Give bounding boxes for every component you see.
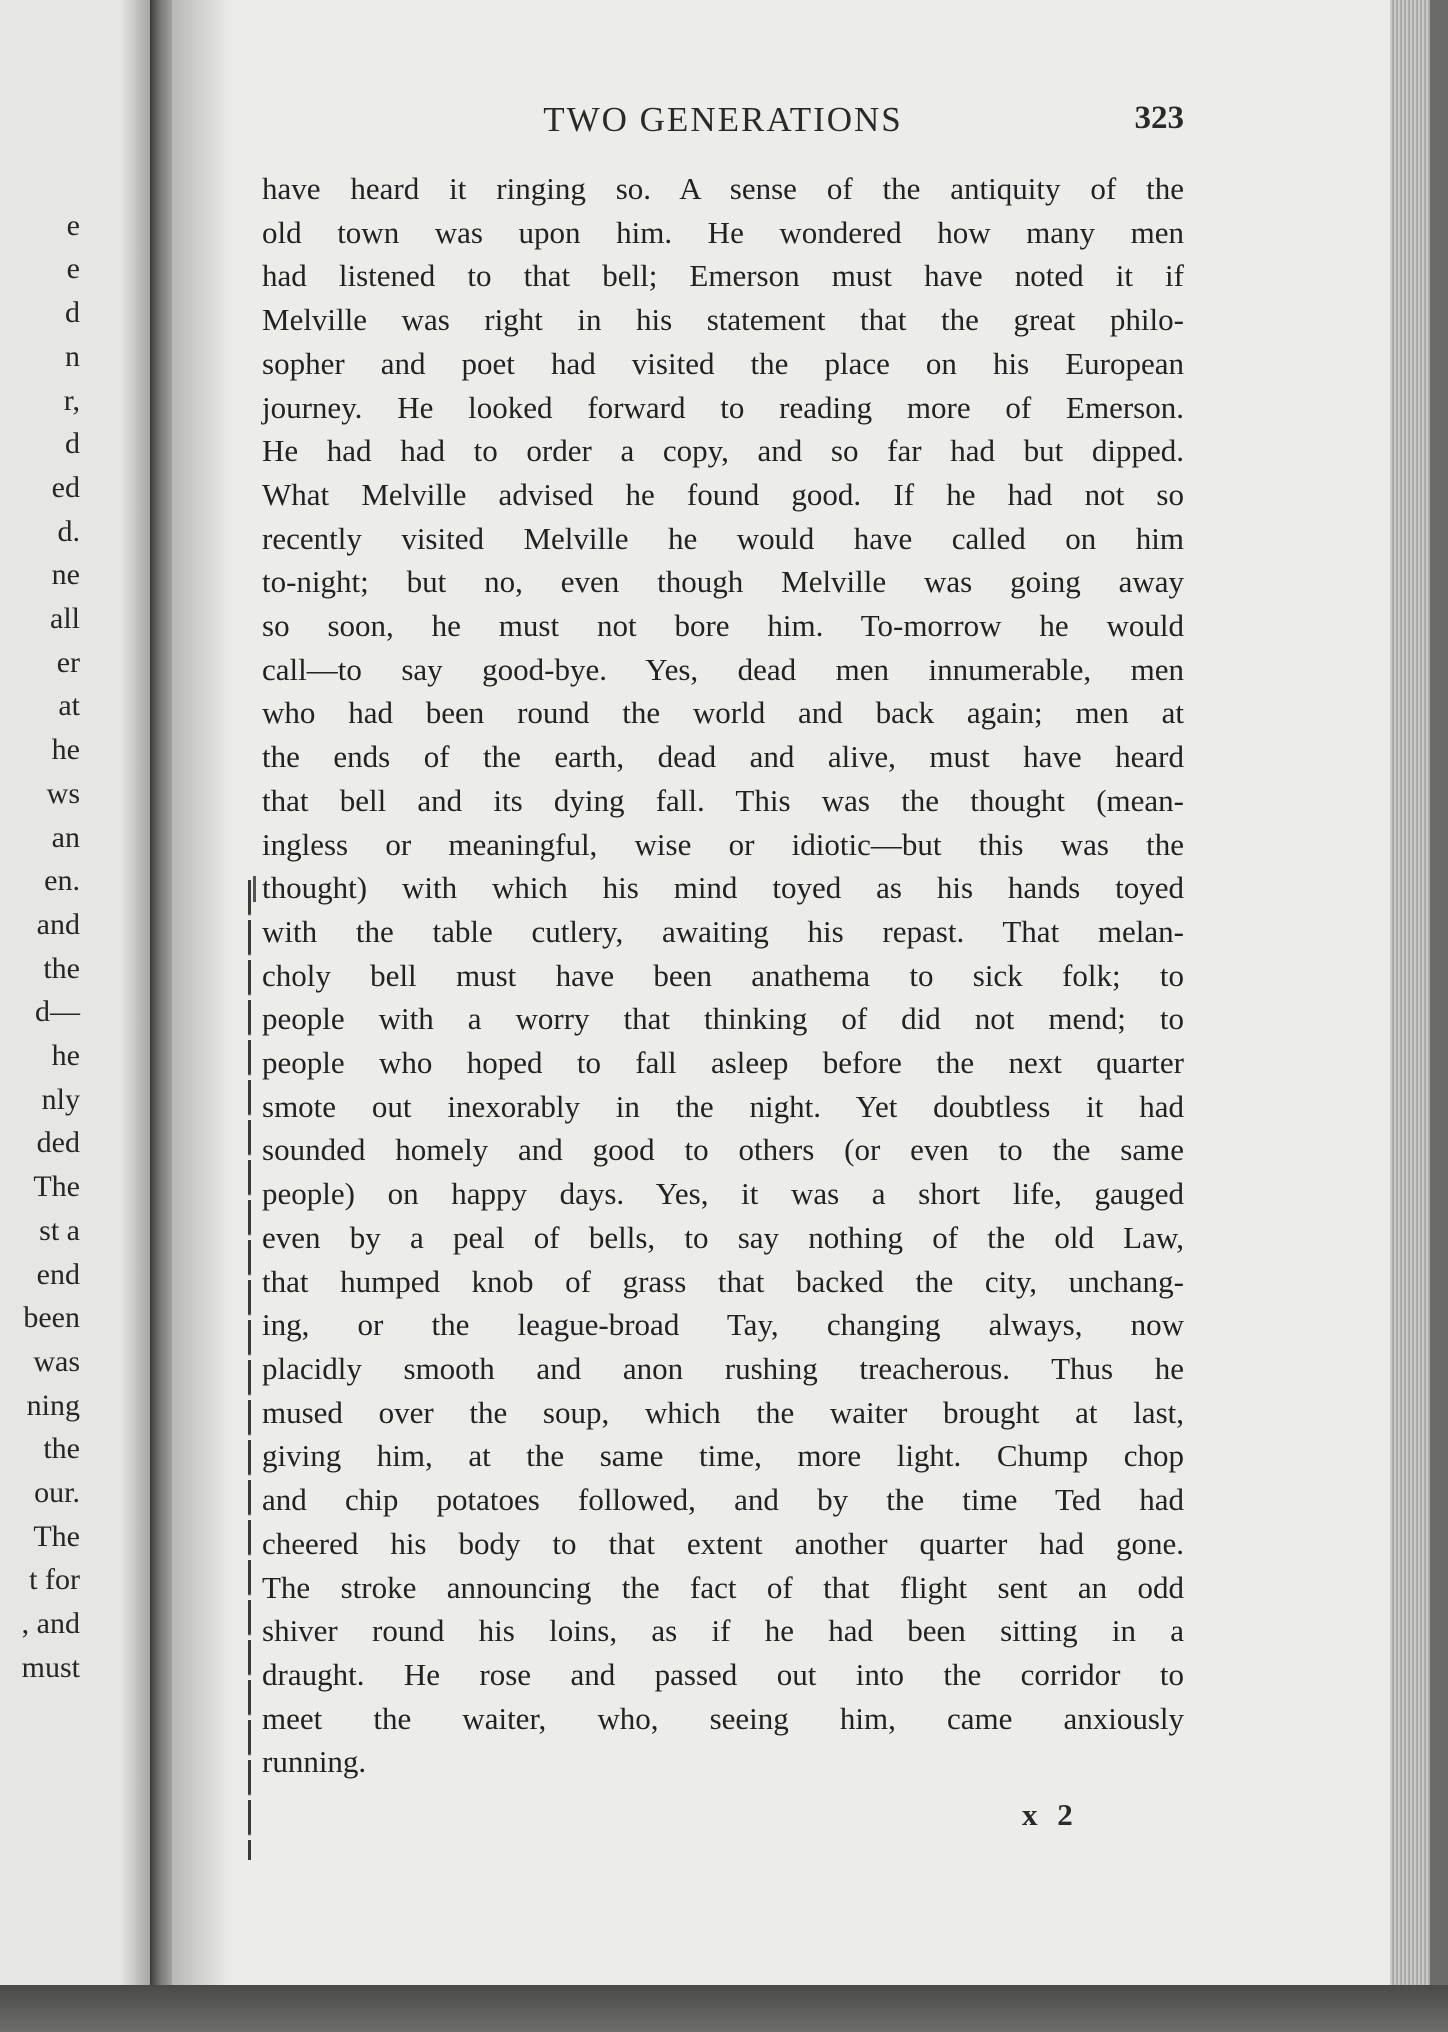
text-line: the ends of the earth, dead and alive, must have heard xyxy=(262,739,1184,775)
text-line: that humped knob of grass that backed the city, unchang- xyxy=(262,1263,1184,1299)
text-line: with the table cutlery, awaiting his repast. That melan- xyxy=(262,913,1184,949)
signature-mark: x 2 xyxy=(1022,1797,1079,1832)
facing-page-line: he xyxy=(51,733,80,767)
text-line: Melville was right in his statement that the great philo- xyxy=(262,302,1184,338)
facing-page-line: d xyxy=(65,296,80,330)
text-line: and chip potatoes followed, and by the time Ted had xyxy=(262,1482,1184,1518)
margin-line xyxy=(248,880,251,1860)
text-line: running. xyxy=(262,1744,367,1780)
body-text xyxy=(262,167,1184,1784)
facing-page-line: n xyxy=(65,339,80,373)
text-line: journey. He looked forward to reading more of Emerson. xyxy=(262,389,1184,425)
text-line: mused over the soup, which the waiter brought at last, xyxy=(262,1394,1184,1430)
text-line: call—to say good-bye. Yes, dead men innumerable, men xyxy=(262,651,1184,687)
facing-page xyxy=(0,0,150,2010)
text-line: The stroke announcing the fact of that flight sent an odd xyxy=(262,1569,1184,1605)
text-line: people with a worry that thinking of did not mend; to xyxy=(262,1001,1184,1037)
text-line: have heard it ringing so. A sense of the antiquity of the xyxy=(262,171,1184,206)
text-line: placidly smooth and anon rushing treacherous. Thus he xyxy=(262,1350,1184,1386)
text-line: old town was upon him. He wondered how many men xyxy=(262,214,1184,250)
facing-page-line: t for xyxy=(29,1563,80,1597)
facing-page-line: was xyxy=(33,1344,80,1378)
margin-mark xyxy=(253,876,256,902)
facing-page-line: ded xyxy=(36,1126,80,1160)
facing-page-line: en. xyxy=(44,864,80,898)
running-title: TWO GENERATIONS xyxy=(543,100,903,139)
facing-page-line: e xyxy=(66,208,80,242)
text-line: meet the waiter, who, seeing him, came anxiously xyxy=(262,1700,1184,1736)
facing-page-line: st a xyxy=(39,1213,80,1247)
facing-page-line: d xyxy=(65,427,80,461)
text-line: cheered his body to that extent another quarter had gone. xyxy=(262,1525,1184,1561)
facing-page-line: at xyxy=(58,689,80,723)
text-line: What Melville advised he found good. If he had not so xyxy=(262,476,1184,512)
facing-page-line: , and xyxy=(21,1607,80,1641)
scan-border xyxy=(0,1985,1448,2032)
facing-page-line: nly xyxy=(41,1082,80,1116)
text-line: draught. He rose and passed out into the corridor to xyxy=(262,1656,1184,1692)
facing-page-line: ne xyxy=(51,558,80,592)
text-line: people) on happy days. Yes, it was a short life, gauged xyxy=(262,1176,1184,1212)
text-line: smote out inexorably in the night. Yet doubtless it had xyxy=(262,1088,1184,1124)
facing-page-line: and xyxy=(36,907,80,941)
facing-page-line: the xyxy=(43,1432,80,1466)
text-line: to-night; but no, even though Melville was going away xyxy=(262,564,1184,600)
text-line: sopher and poet had visited the place on his European xyxy=(262,345,1184,381)
text-line: ingless or meaningful, wise or idiotic—but this was the xyxy=(262,826,1184,862)
facing-page-line: e xyxy=(66,252,80,286)
facing-page-line: r, xyxy=(63,383,80,417)
facing-page-line: our. xyxy=(34,1476,80,1510)
text-line: choly bell must have been anathema to sick folk; to xyxy=(262,957,1184,993)
facing-page-line: er xyxy=(56,645,80,679)
facing-page-line: the xyxy=(43,951,80,985)
text-line: that bell and its dying fall. This was the thought (mean- xyxy=(262,782,1184,818)
text-line: sounded homely and good to others (or even to the same xyxy=(262,1132,1184,1168)
facing-page-line: ed xyxy=(51,470,80,504)
text-line: recently visited Melville he would have called on him xyxy=(262,520,1184,556)
facing-page-line: The xyxy=(33,1519,80,1553)
text-line: giving him, at the same time, more light. Chump chop xyxy=(262,1438,1184,1474)
facing-page-line: ws xyxy=(46,776,80,810)
facing-page-line: all xyxy=(50,602,80,636)
facing-page-line: he xyxy=(51,1039,80,1073)
facing-page-line xyxy=(22,160,80,204)
text-line: thought) with which his mind toyed as his hands toyed xyxy=(262,870,1184,906)
facing-page-line: d— xyxy=(35,995,80,1029)
facing-page-line: d. xyxy=(57,514,80,548)
text-line: He had had to order a copy, and so far had but dipped. xyxy=(262,433,1184,469)
facing-page-line: been xyxy=(23,1301,80,1335)
facing-page-line: an xyxy=(51,820,80,854)
text-line: people who hoped to fall asleep before the next quarter xyxy=(262,1045,1184,1081)
page-number: 323 xyxy=(1134,100,1184,136)
text-line: so soon, he must not bore him. To-morrow he would xyxy=(262,608,1184,644)
running-head xyxy=(262,100,1184,150)
facing-page-text xyxy=(22,160,80,1690)
text-line: shiver round his loins, as if he had been sitting in a xyxy=(262,1613,1184,1649)
text-line: even by a peal of bells, to say nothing of the old Law, xyxy=(262,1219,1184,1255)
facing-page-line: The xyxy=(33,1170,80,1204)
text-line: ing, or the league-broad Tay, changing always, now xyxy=(262,1307,1184,1343)
gutter-shadow xyxy=(120,0,150,2010)
book-spine xyxy=(150,0,174,2000)
facing-page-line: end xyxy=(36,1257,80,1291)
text-line: who had been round the world and back again; men at xyxy=(262,695,1184,731)
text-line: had listened to that bell; Emerson must have noted it if xyxy=(262,258,1184,294)
page-edges xyxy=(1390,0,1448,2000)
facing-page-line: must xyxy=(21,1650,80,1684)
facing-page-line: ning xyxy=(26,1388,80,1422)
